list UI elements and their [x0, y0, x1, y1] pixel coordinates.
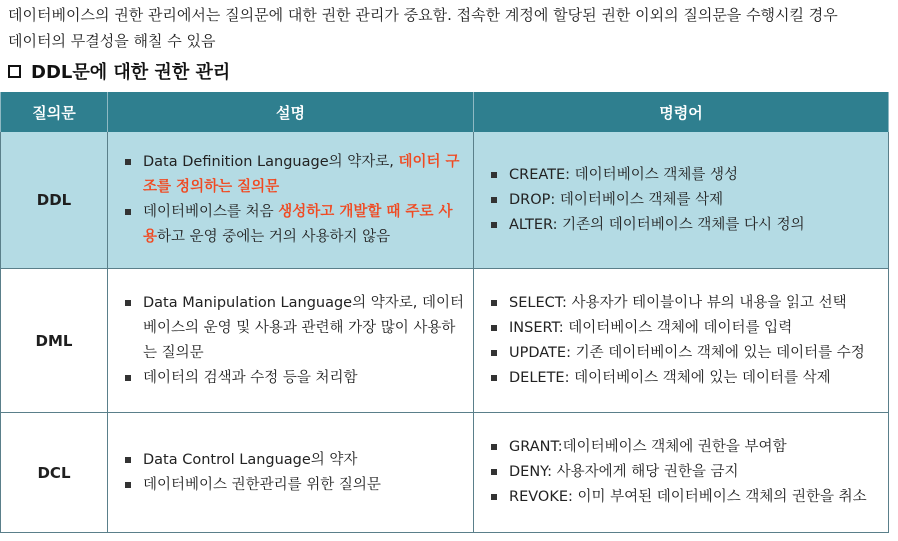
- desc-text: 하고 운영 중에는 거의 사용하지 않음: [157, 229, 391, 245]
- permission-table: [0, 92, 889, 533]
- list-item: [123, 200, 464, 250]
- row-kind: DML: [1, 269, 108, 413]
- desc-highlight: 생성하고 개발할 때 주로 사용: [143, 204, 453, 245]
- intro-line-2: 데이터의 무결성을 해칠 수 있음: [8, 32, 216, 50]
- section-heading: [8, 58, 230, 84]
- section-title: DDL문에 대한 권한 관리: [31, 62, 231, 83]
- row-kind: DCL: [1, 413, 108, 533]
- list-item: SELECT: 사용자가 테이블이나 뷰의 내용을 읽고 선택: [489, 291, 879, 316]
- row-commands: [474, 269, 889, 413]
- table-row-ddl: [1, 132, 889, 269]
- list-item: UPDATE: 기존 데이터베이스 객체에 있는 데이터를 수정: [489, 341, 879, 366]
- list-item: GRANT:데이터베이스 객체에 권한을 부여함: [489, 435, 879, 460]
- desc-highlight: 데이터 구조를 정의하는 질의문: [143, 154, 460, 195]
- intro-paragraph: [8, 2, 894, 54]
- list-item: 데이터의 검색과 수정 등을 처리함: [123, 366, 464, 391]
- header-description: 설명: [108, 92, 474, 132]
- row-commands: [474, 413, 889, 533]
- square-bullet-icon: [8, 65, 21, 78]
- list-item: ALTER: 기존의 데이터베이스 객체를 다시 정의: [489, 213, 879, 238]
- header-query: 질의문: [1, 92, 108, 132]
- table-row-dml: [1, 269, 889, 413]
- header-command: 명령어: [474, 92, 889, 132]
- list-item: INSERT: 데이터베이스 객체에 데이터를 입력: [489, 316, 879, 341]
- list-item: CREATE: 데이터베이스 객체를 생성: [489, 163, 879, 188]
- row-description: [108, 132, 474, 269]
- list-item: Data Control Language의 약자: [123, 448, 464, 473]
- table-row-dcl: [1, 413, 889, 533]
- list-item: DELETE: 데이터베이스 객체에 있는 데이터를 삭제: [489, 366, 879, 391]
- row-description: [108, 413, 474, 533]
- list-item: Data Manipulation Language의 약자로, 데이터베이스의 운영 및 사용과 관련해 가장 많이 사용하는 질의문: [123, 291, 464, 366]
- desc-text: 데이터베이스를 처음: [143, 204, 279, 220]
- intro-line-1: 데이터베이스의 권한 관리에서는 질의문에 대한 권한 관리가 중요함. 접속한 계정에 할당된 권한 이외의 질의문을 수행시킬 경우: [8, 6, 838, 24]
- row-description: [108, 269, 474, 413]
- list-item: [123, 150, 464, 200]
- row-commands: [474, 132, 889, 269]
- list-item: DROP: 데이터베이스 객체를 삭제: [489, 188, 879, 213]
- list-item: DENY: 사용자에게 해당 권한을 금지: [489, 460, 879, 485]
- list-item: REVOKE: 이미 부여된 데이터베이스 객체의 권한을 취소: [489, 485, 879, 510]
- row-kind: DDL: [1, 132, 108, 269]
- list-item: 데이터베이스 권한관리를 위한 질의문: [123, 473, 464, 498]
- desc-text: Data Definition Language의 약자로,: [143, 154, 399, 170]
- table-header-row: [1, 92, 889, 132]
